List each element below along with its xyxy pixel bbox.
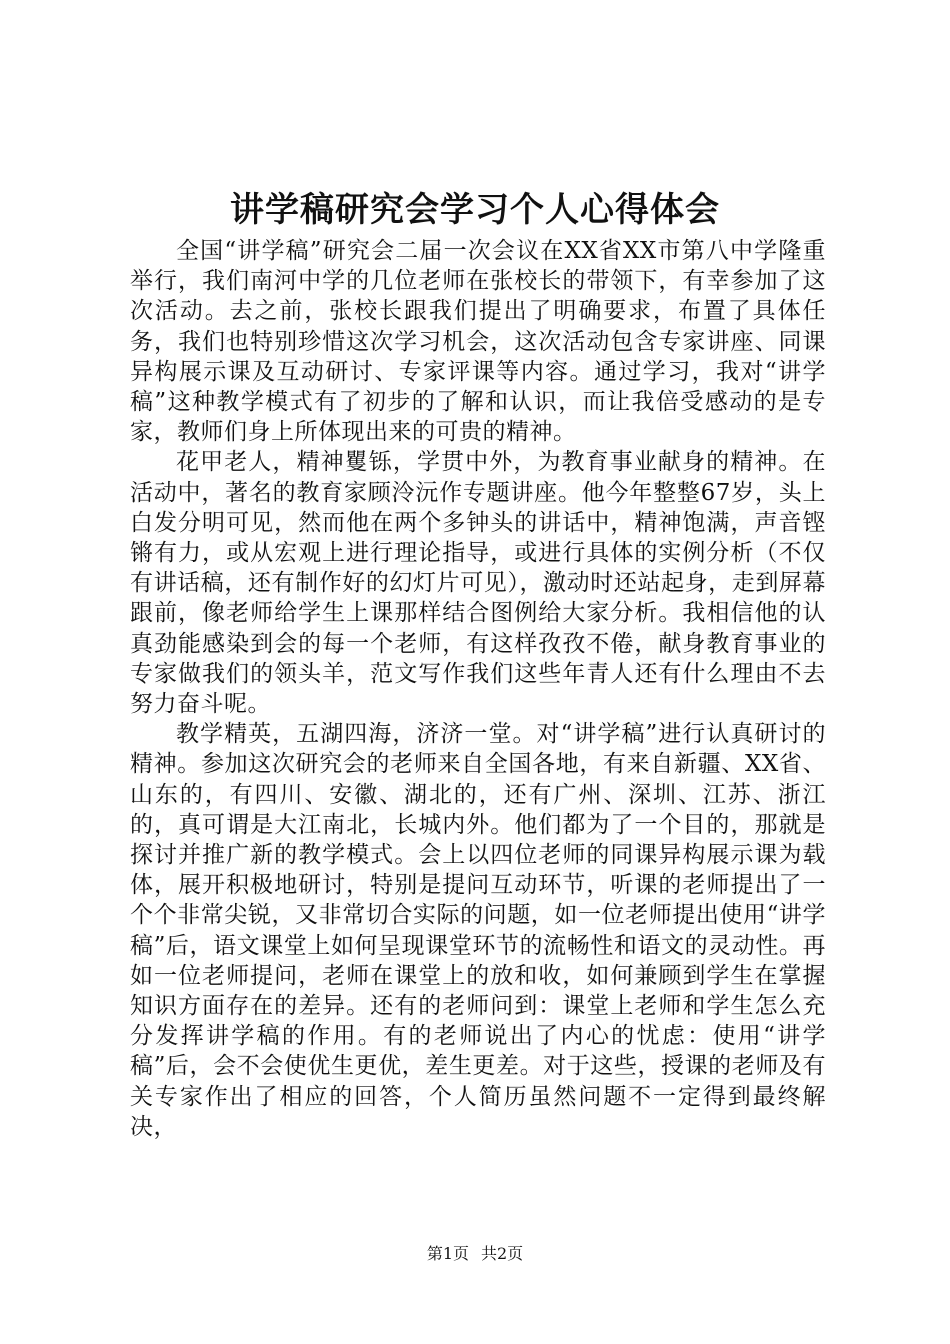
page-footer (0, 1242, 950, 1266)
paragraph-3: 教学精英，五湖四海，济济一堂。对“讲学稿”进行认真研讨的精神。参加这次研究会的老师来自全国各地，有来自新疆、XX省、山东的，有四川、安徽、湖北的，还有广州、深圳、江苏、浙江的，真可谓是大江南北，长城内外。他们都为了一个目的，那就是探讨并推广新的教学模式。会上以四位老师的同课异构展示课为载体，展开积极地研讨，特别是提问互动环节，听课的老师提出了一个个非常尖锐，又非常切合实际的问题，如一位老师提出使用“讲学稿”后，语文课堂上如何呈现课堂环节的流畅性和语文的灵动性。再如一位老师提问，老师在课堂上的放和收，如何兼顾到学生在掌握知识方面存在的差异。还有的老师问到：课堂上老师和学生怎么充分发挥讲学稿的作用。有的老师说出了内心的忧虑：使用“讲学稿”后，会不会使优生更优，差生更差。对于这些，授课的老师及有关专家作出了相应的回答，个人简历虽然问题不一定得到最终解决， (130, 721, 826, 1140)
page-number-current: 第1页 (426, 1244, 469, 1263)
document-body (130, 236, 826, 1142)
page-number-total: 共2页 (481, 1244, 524, 1263)
document-title: 讲学稿研究会学习个人心得体会 (230, 190, 720, 230)
paragraph-2: 花甲老人，精神矍铄，学贯中外，为教育事业献身的精神。在活动中，著名的教育家顾泠沅作专题讲座。他今年整整67岁，头上白发分明可见，然而他在两个多钟头的讲话中，精神饱满，声音铿锵有力，或从宏观上进行理论指导，或进行具体的实例分析（不仅有讲话稿，还有制作好的幻灯片可见），激动时还站起身，走到屏幕跟前，像老师给学生上课那样结合图例给大家分析。我相信他的认真劲能感染到会的每一个老师，有这样孜孜不倦，献身教育事业的专家做我们的领头羊，范文写作我们这些年青人还有什么理由不去努力奋斗呢。 (130, 449, 826, 718)
paragraph-1: 全国“讲学稿”研究会二届一次会议在XX省XX市第八中学隆重举行，我们南河中学的几位老师在张校长的带领下，有幸参加了这次活动。去之前，张校长跟我们提出了明确要求，布置了具体任务，我们也特别珍惜这次学习机会，这次活动包含专家讲座、同课异构展示课及互动研讨、专家评课等内容。通过学习，我对“讲学稿”这种教学模式有了初步的了解和认识，而让我倍受感动的是专家，教师们身上所体现出来的可贵的精神。 (130, 238, 826, 446)
